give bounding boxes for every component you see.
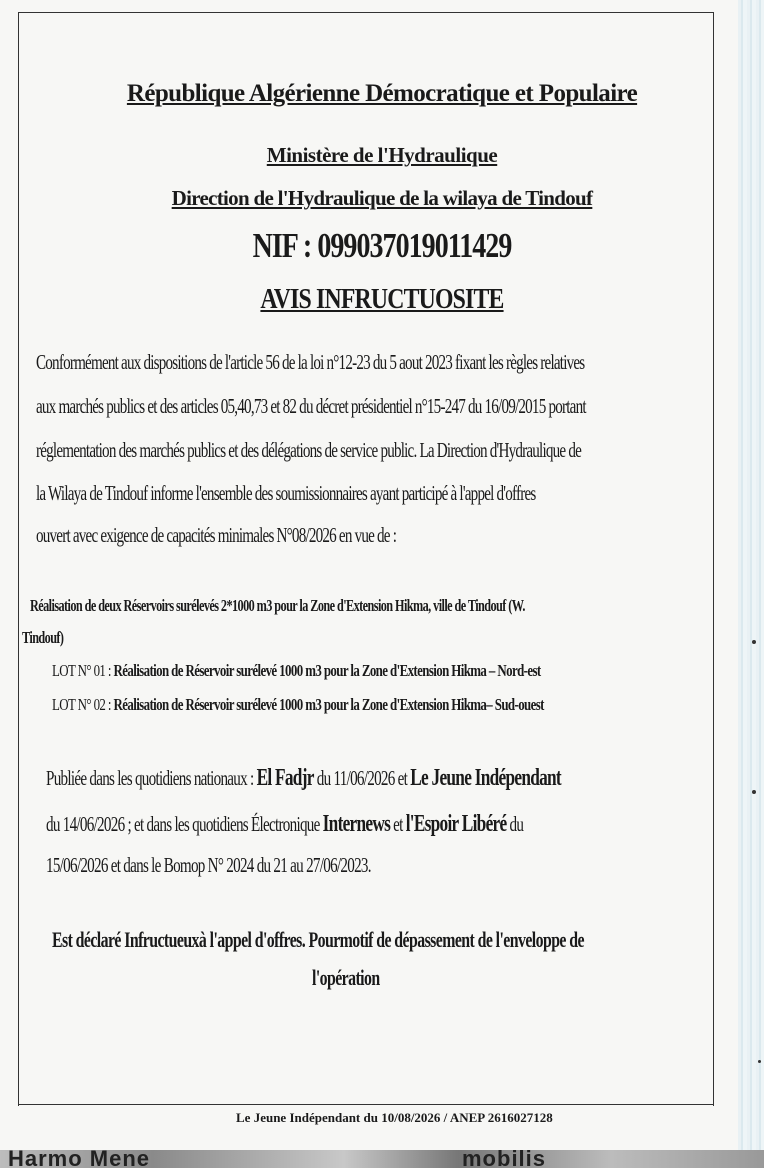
lot-item — [52, 661, 541, 681]
newspaper-name: Le Jeune Indépendant — [410, 765, 561, 791]
publication-text: du — [506, 812, 524, 836]
avis-title: AVIS INFRUCTUOSITE — [260, 283, 504, 315]
lot-item — [52, 695, 544, 715]
scan-speck — [752, 640, 756, 644]
publication-text: du 11/06/2026 et — [313, 766, 411, 790]
republic-heading: République Algérienne Démocratique et Populaire — [126, 80, 638, 107]
next-page-banner — [0, 1150, 764, 1168]
scan-speck — [758, 1060, 761, 1063]
realisation-line: Réalisation de deux Réservoirs surélevés 2*1000 m3 pour la Zone d'Extension Hikma, ville de Tindouf (W. — [30, 596, 525, 615]
scan-speck — [752, 790, 756, 794]
direction-heading: Direction de l'Hydraulique de la wilaya de Tindouf — [171, 186, 593, 210]
scan-edge-strip — [738, 0, 764, 1168]
publication-footer: Le Jeune Indépendant du 10/08/2026 / ANEP 2616027128 — [236, 1110, 553, 1125]
banner-right-text: mobilis — [462, 1150, 547, 1168]
realisation-line: Tindouf) — [22, 628, 64, 647]
intro-line: la Wilaya de Tindouf informe l'ensemble des soumissionnaires ayant participé à l'appel d'offres — [36, 481, 536, 505]
publication-text: du 14/06/2026 ; et dans les quotidiens Électronique — [46, 812, 323, 836]
notice-bottom-rule — [18, 1104, 714, 1105]
newspaper-name: l'Espoir Libéré — [405, 811, 507, 837]
publication-line — [46, 765, 561, 792]
intro-line: réglementation des marchés publics et des délégations de service public. La Direction d'Hydraulique de — [36, 438, 582, 462]
declaration-line: Est déclaré Infructueuxà l'appel d'offres. Pourmotif de dépassement de l'enveloppe de — [52, 927, 584, 952]
lot-number: LOT N° 02 : — [52, 695, 114, 714]
lot-description: Réalisation de Réservoir surélevé 1000 m3 pour la Zone d'Extension Hikma– Sud-ouest — [113, 695, 544, 714]
intro-line: ouvert avec exigence de capacités minimales N°08/2026 en vue de : — [36, 523, 397, 547]
nif-number: NIF : 099037019011429 — [252, 226, 512, 265]
lot-description: Réalisation de Réservoir surélevé 1000 m3 pour la Zone d'Extension Hikma – Nord-est — [113, 661, 541, 680]
newspaper-name: El Fadjr — [256, 765, 314, 791]
publication-text: et — [390, 812, 406, 836]
intro-line: aux marchés publics et des articles 05,40,73 et 82 du décret présidentiel n°15-247 du 16/09/2015 portant — [36, 394, 586, 418]
publication-line — [46, 811, 523, 838]
declaration-line: l'opération — [312, 965, 380, 990]
banner-left-text: Harmo Mene — [8, 1150, 151, 1168]
publication-line: 15/06/2026 et dans le Bomop N° 2024 du 21 au 27/06/2023. — [46, 853, 371, 877]
lot-number: LOT N° 01 : — [52, 661, 114, 680]
ministry-heading: Ministère de l'Hydraulique — [266, 143, 498, 167]
newspaper-name: Internews — [322, 811, 391, 837]
intro-line: Conformément aux dispositions de l'article 56 de la loi n°12-23 du 5 aout 2023 fixant les règles relatives — [36, 350, 585, 374]
publication-text: Publiée dans les quotidiens nationaux : — [46, 766, 257, 790]
